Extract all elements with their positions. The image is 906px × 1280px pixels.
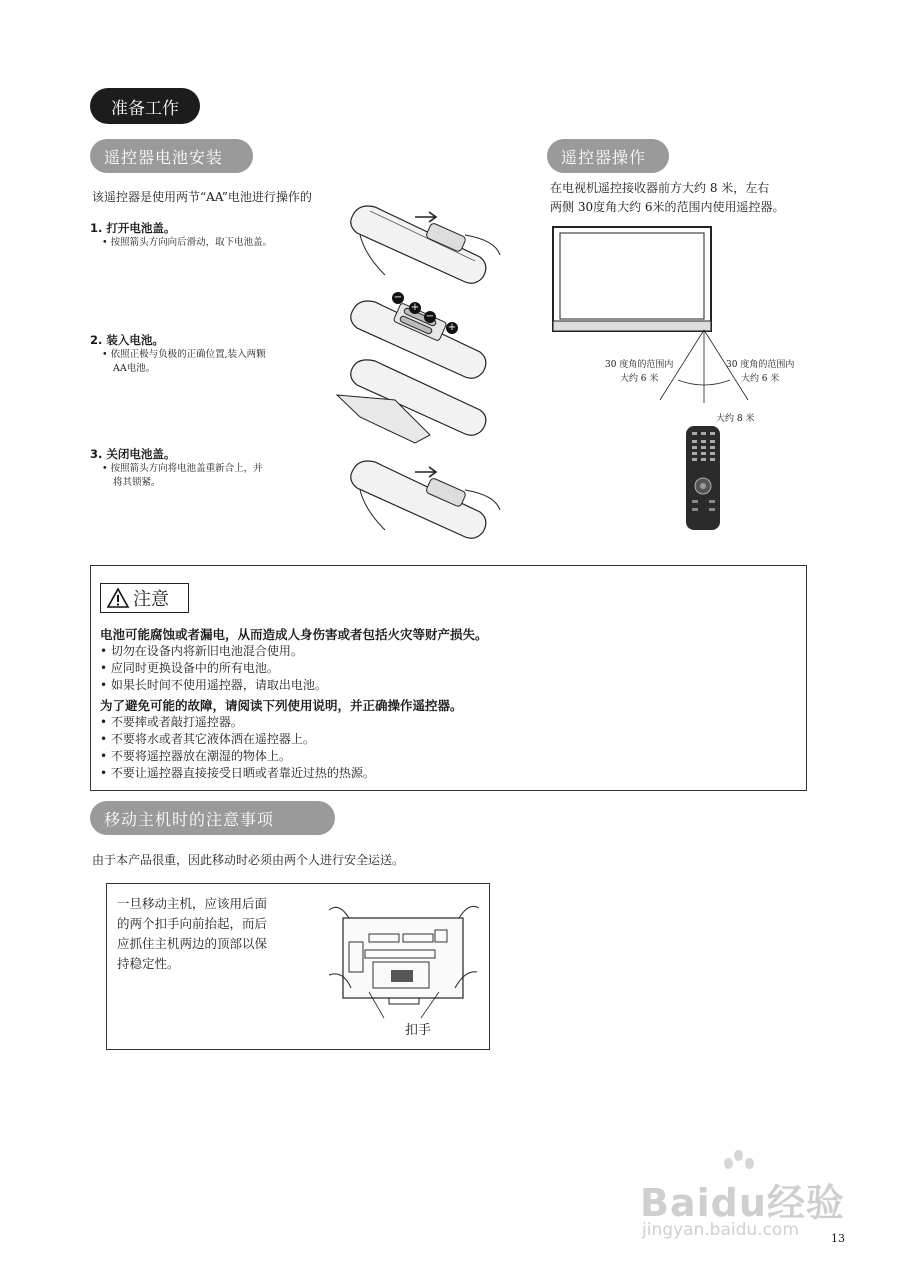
caution-item: • 切勿在设备内将新旧电池混合使用。 <box>100 643 800 660</box>
moving-box-line: 应抓住主机两边的顶部以保 <box>117 936 268 951</box>
battery-minus-icon <box>392 292 404 304</box>
step-line: • 按照箭头方向将电池盖重新合上，并 <box>90 462 330 476</box>
plus-sign: + <box>447 322 457 333</box>
battery-intro: 该遥控器是使用两节“AA”电池进行操作的 <box>92 190 312 204</box>
caution-item: • 不要摔或者敲打遥控器。 <box>100 714 800 731</box>
step-title: 3. 关闭电池盖。 <box>90 447 176 461</box>
moving-section-title <box>90 801 335 835</box>
remote-close-illustration <box>345 450 505 550</box>
moving-section-title-text: 移动主机时的注意事项 <box>104 809 275 829</box>
remote-op-desc-line: 两侧 30度角大约 6米的范围内使用遥控器。 <box>550 200 785 214</box>
range-center-label: 大约 8 米 <box>716 414 755 424</box>
range-label-line: 大约 6 米 <box>619 374 659 384</box>
step-title: 2. 装入电池。 <box>90 333 164 347</box>
watermark-brand: Baidu经验 <box>640 1181 845 1225</box>
caution-item: • 不要让遥控器直接接受日晒或者靠近过热的热源。 <box>100 765 800 782</box>
caution-heading: 电池可能腐蚀或者漏电，从而造成人身伤害或者包括火灾等财产损失。 <box>100 627 488 642</box>
plus-sign: + <box>410 302 420 313</box>
remote-op-section-title <box>547 139 669 173</box>
battery-step-3 <box>90 446 330 490</box>
range-label-line: 30 度角的范围内 <box>605 360 674 370</box>
page-number: 13 <box>831 1232 845 1245</box>
moving-box-line: 持稳定性。 <box>117 956 180 971</box>
caution-item: • 不要将遥控器放在潮湿的物体上。 <box>100 748 800 765</box>
caution-title: 注意 <box>133 589 169 610</box>
battery-section-title-text: 遥控器电池安装 <box>104 147 224 167</box>
remote-cover-illustration <box>335 355 505 450</box>
battery-plus-icon <box>409 302 421 314</box>
moving-intro: 由于本产品很重，因此移动时必须由两个人进行安全运送。 <box>92 853 405 867</box>
watermark-url: jingyan.baidu.com <box>642 1220 799 1240</box>
caution-item: • 应同时更换设备中的所有电池。 <box>100 660 800 677</box>
caution-heading: 为了避免可能的故障，请阅读下列使用说明，并正确操作遥控器。 <box>100 698 463 713</box>
minus-sign: − <box>393 292 403 303</box>
warning-icon <box>107 588 129 608</box>
caution-title-box <box>100 583 189 613</box>
battery-plus-icon <box>446 322 458 334</box>
battery-step-2 <box>90 332 330 376</box>
range-left-label <box>605 358 673 386</box>
section-header <box>90 88 200 124</box>
step-line: • 按照箭头方向向后滑动，取下电池盖。 <box>90 236 330 250</box>
step-line: AA电池。 <box>113 363 156 374</box>
caution-content <box>100 625 800 782</box>
baidu-watermark <box>640 1150 860 1245</box>
range-label-line: 大约 6 米 <box>740 374 780 384</box>
caution-item: • 不要将水或者其它液体洒在遥控器上。 <box>100 731 800 748</box>
battery-section-title <box>90 139 253 173</box>
range-label-line: 30 度角的范围内 <box>726 360 795 370</box>
remote-op-desc-line: 在电视机遥控接收器前方大约 8 米，左右 <box>550 181 770 195</box>
range-right-label <box>726 358 794 386</box>
section-header-title: 准备工作 <box>111 98 179 119</box>
caution-item: • 如果长时间不使用遥控器，请取出电池。 <box>100 677 800 694</box>
step-line: • 依照正极与负极的正确位置,装入两颗 <box>90 348 330 362</box>
remote-op-section-title-text: 遥控器操作 <box>561 147 647 167</box>
step-line: 将其锁紧。 <box>113 477 161 488</box>
remote-control-illustration <box>684 424 724 534</box>
caution-box <box>90 565 807 791</box>
moving-box-line: 一旦移动主机，应该用后面 <box>117 896 268 911</box>
battery-minus-icon <box>424 311 436 323</box>
moving-box-text <box>117 894 267 974</box>
tv-back-illustration <box>329 900 479 1010</box>
moving-box-line: 的两个扣手向前抬起，而后 <box>117 916 268 931</box>
remote-open-illustration <box>345 195 505 295</box>
handle-label: 扣手 <box>405 1023 432 1038</box>
remote-op-desc <box>550 179 785 217</box>
minus-sign: − <box>425 311 435 322</box>
step-title: 1. 打开电池盖。 <box>90 221 176 235</box>
moving-box <box>106 883 490 1050</box>
battery-step-1 <box>90 220 330 250</box>
